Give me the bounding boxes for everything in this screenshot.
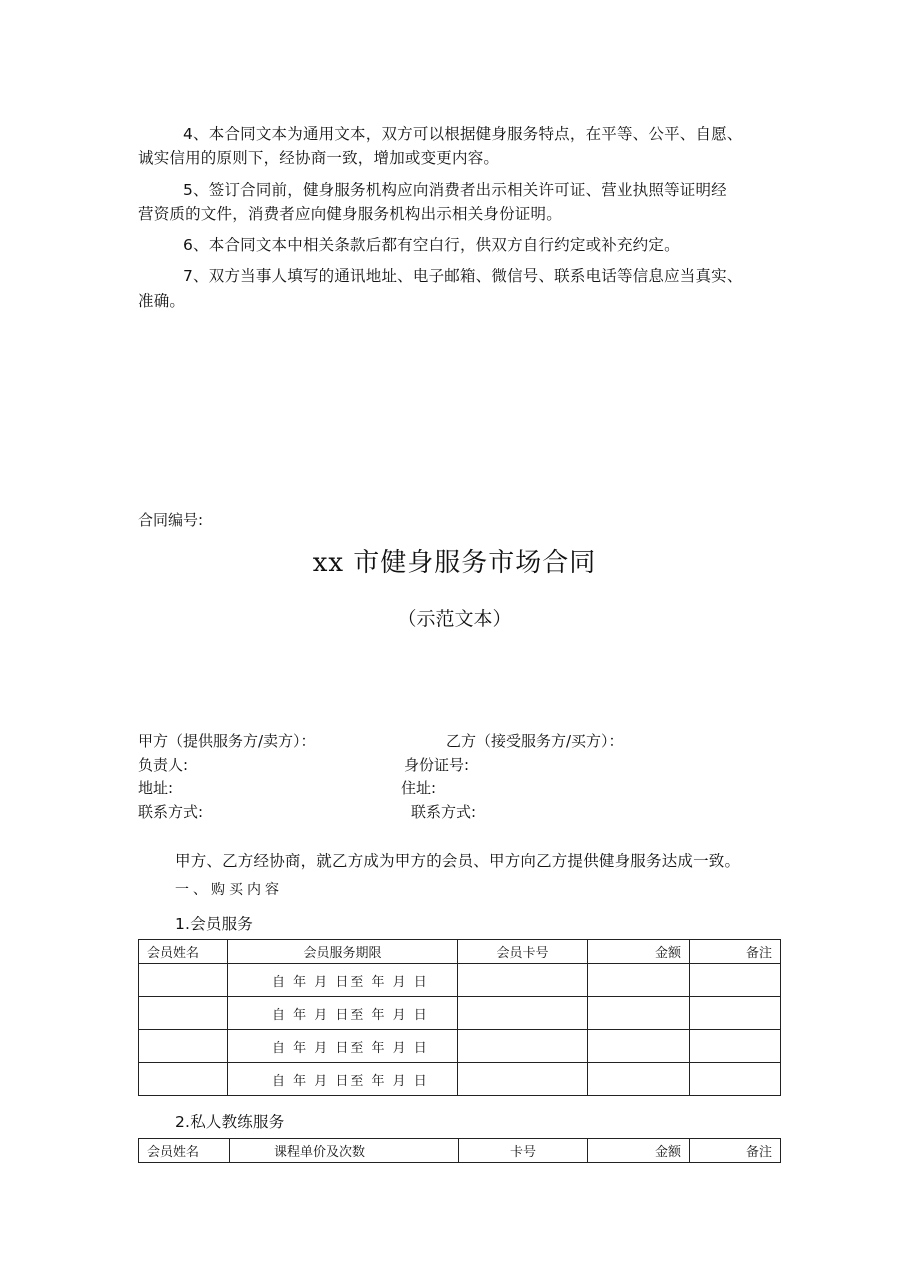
cell-amount[interactable]	[588, 1030, 690, 1063]
header-amount: 金额	[588, 940, 690, 964]
section-heading-purchase: 一、购买内容	[175, 882, 283, 898]
header-member-name: 会员姓名	[139, 940, 228, 964]
contract-title: xx 市健身服务市场合同	[312, 548, 597, 578]
note-4-line-2: 诚实信用的原则下，经协商一致，增加或变更内容。	[138, 149, 500, 167]
personal-training-table	[138, 1138, 781, 1163]
cell-card-number[interactable]	[458, 997, 588, 1030]
cell-service-period[interactable]: 自 年 月 日至 年 月 日	[228, 1063, 458, 1096]
cell-member-name[interactable]	[139, 1063, 228, 1096]
note-5-line-2: 营资质的文件，消费者应向健身服务机构出示相关身份证明。	[138, 205, 562, 223]
table-row	[139, 964, 781, 997]
cell-amount[interactable]	[588, 1063, 690, 1096]
address-label: 地址:	[138, 779, 174, 797]
table-row	[139, 997, 781, 1030]
responsible-person-label: 负责人:	[138, 756, 189, 774]
contract-subtitle: （示范文本）	[397, 608, 512, 630]
cell-service-period[interactable]: 自 年 月 日至 年 月 日	[228, 964, 458, 997]
cell-remarks[interactable]	[690, 1063, 781, 1096]
header-card-number: 卡号	[459, 1139, 588, 1163]
cell-card-number[interactable]	[458, 1063, 588, 1096]
cell-remarks[interactable]	[690, 964, 781, 997]
header-member-name: 会员姓名	[139, 1139, 230, 1163]
id-number-label: 身份证号:	[404, 756, 470, 774]
cell-service-period[interactable]: 自 年 月 日至 年 月 日	[228, 997, 458, 1030]
agreement-text: 甲方、乙方经协商，就乙方成为甲方的会员、甲方向乙方提供健身服务达成一致。	[175, 852, 741, 870]
cell-card-number[interactable]	[458, 1030, 588, 1063]
note-5-line-1: 5、签订合同前，健身服务机构应向消费者出示相关许可证、营业执照等证明经	[183, 181, 727, 199]
note-6-line-1: 6、本合同文本中相关条款后都有空白行，供双方自行约定或补充约定。	[183, 236, 680, 254]
personal-training-heading: 2.私人教练服务	[175, 1113, 285, 1131]
cell-member-name[interactable]	[139, 997, 228, 1030]
cell-amount[interactable]	[588, 997, 690, 1030]
cell-remarks[interactable]	[690, 1030, 781, 1063]
table-header-row	[139, 1139, 781, 1163]
cell-member-name[interactable]	[139, 964, 228, 997]
table-row	[139, 1063, 781, 1096]
table-header-row	[139, 940, 781, 964]
header-remarks: 备注	[690, 940, 781, 964]
contact-a-label: 联系方式:	[138, 803, 204, 821]
cell-service-period[interactable]: 自 年 月 日至 年 月 日	[228, 1030, 458, 1063]
header-remarks: 备注	[690, 1139, 781, 1163]
cell-card-number[interactable]	[458, 964, 588, 997]
header-course-price-count: 课程单价及次数	[230, 1139, 459, 1163]
membership-table	[138, 939, 781, 1096]
membership-heading: 1.会员服务	[175, 915, 253, 933]
header-service-period: 会员服务期限	[228, 940, 458, 964]
residence-label: 住址:	[401, 779, 437, 797]
contact-b-label: 联系方式:	[411, 803, 477, 821]
header-card-number: 会员卡号	[458, 940, 588, 964]
header-amount: 金额	[588, 1139, 690, 1163]
contract-number-label: 合同编号:	[138, 511, 204, 529]
note-7-line-2: 准确。	[138, 292, 186, 310]
cell-amount[interactable]	[588, 964, 690, 997]
note-4-line-1: 4、本合同文本为通用文本，双方可以根据健身服务特点，在平等、公平、自愿、	[183, 125, 743, 143]
table-row	[139, 1030, 781, 1063]
note-7-line-1: 7、双方当事人填写的通讯地址、电子邮箱、微信号、联系电话等信息应当真实、	[183, 267, 743, 285]
cell-member-name[interactable]	[139, 1030, 228, 1063]
party-b-label: 乙方（接受服务方/买方）：	[446, 732, 624, 750]
cell-remarks[interactable]	[690, 997, 781, 1030]
party-a-label: 甲方（提供服务方/卖方）：	[138, 732, 316, 750]
